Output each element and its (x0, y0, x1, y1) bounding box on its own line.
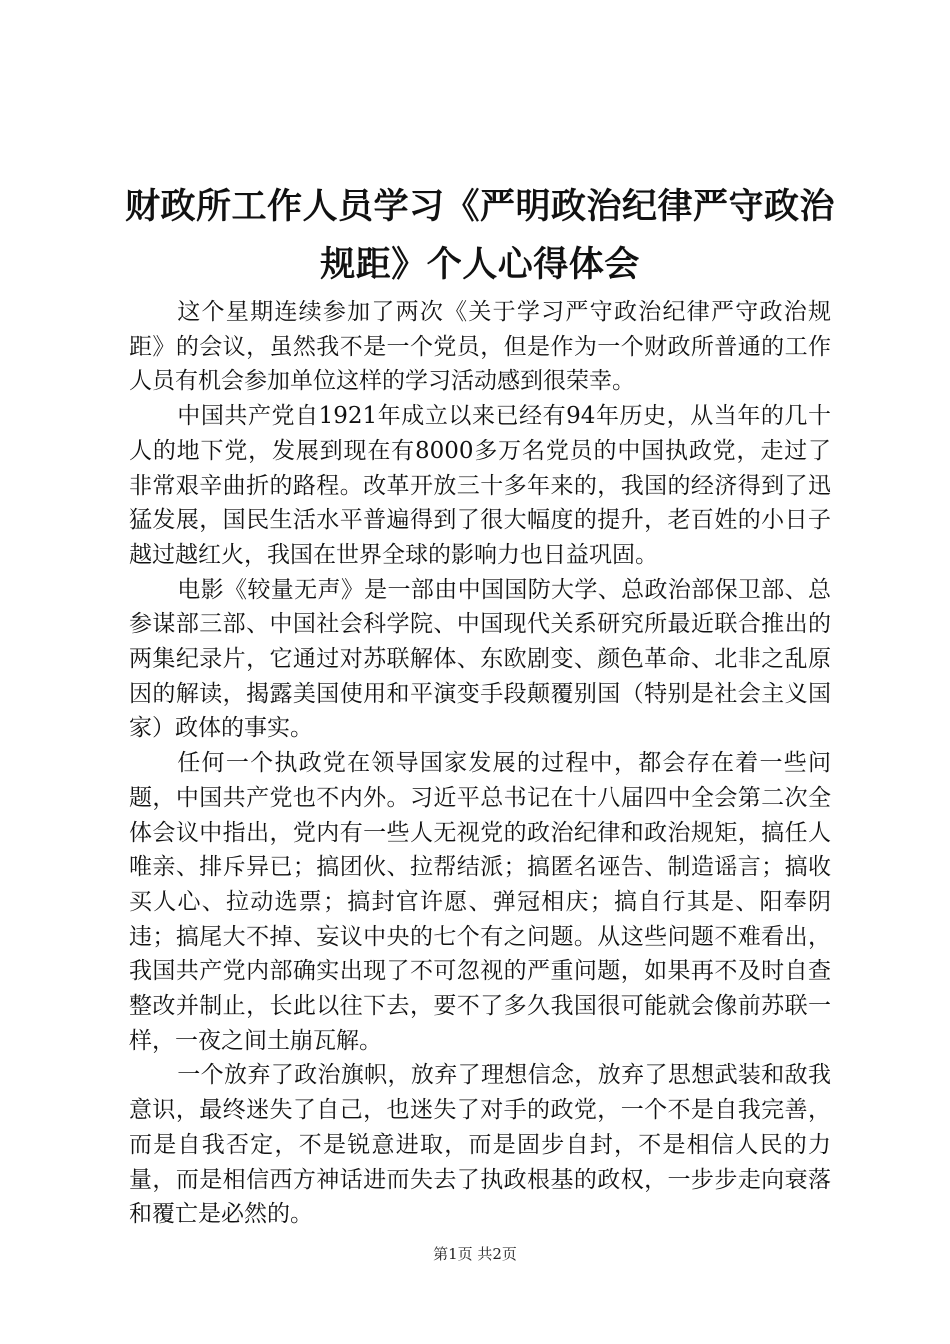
paragraph: 这个星期连续参加了两次《关于学习严守政治纪律严守政治规距》的会议，虽然我不是一个党员，但是作为一个财政所普通的工作人员有机会参加单位这样的学习活动感到很荣幸。 (129, 299, 831, 395)
paragraph: 一个放弃了政治旗帜，放弃了理想信念，放弃了思想武装和敌我意识，最终迷失了自己，也迷失了对手的政党，一个不是自我完善，而是自我否定，不是锐意进取，而是固步自封，不是相信人民的力量，而是相信西方神话进而失去了执政根基的政权，一步步走向衰落和覆亡是必然的。 (129, 1062, 831, 1228)
paragraph: 电影《较量无声》是一部由中国国防大学、总政治部保卫部、总参谋部三部、中国社会科学院、中国现代关系研究所最近联合推出的两集纪录片，它通过对苏联解体、东欧剧变、颜色革命、北非之乱原因的解读，揭露美国使用和平演变手段颠覆别国（特别是社会主义国家）政体的事实。 (129, 576, 831, 742)
document-body (129, 295, 831, 1232)
paragraph: 任何一个执政党在领导国家发展的过程中，都会存在着一些问题，中国共产党也不内外。习近平总书记在十八届四中全会第二次全体会议中指出，党内有一些人无视党的政治纪律和政治规矩，搞任人唯亲、排斥异已；搞团伙、拉帮结派；搞匿名诬告、制造谣言；搞收买人心、拉动选票；搞封官许愿、弹冠相庆；搞自行其是、阳奉阴违；搞尾大不掉、妄议中央的七个有之问题。从这些问题不难看出，我国共产党内部确实出现了不可忽视的严重问题，如果再不及时自查整改并制止，长此以往下去，要不了多久我国很可能就会像前苏联一样，一夜之间土崩瓦解。 (129, 750, 831, 1054)
page-footer: 第1页 共2页 (433, 1245, 517, 1263)
document-title: 财政所工作人员学习《严明政治纪律严守政治规距》个人心得体会 (124, 187, 835, 285)
paragraph: 中国共产党自1921年成立以来已经有94年历史，从当年的几十人的地下党，发展到现在有8000多万名党员的中国执政党，走过了非常艰辛曲折的路程。改革开放三十多年来的，我国的经济得到了迅猛发展，国民生活水平普遍得到了很大幅度的提升，老百姓的小日子越过越红火，我国在世界全球的影响力也日益巩固。 (129, 403, 831, 568)
